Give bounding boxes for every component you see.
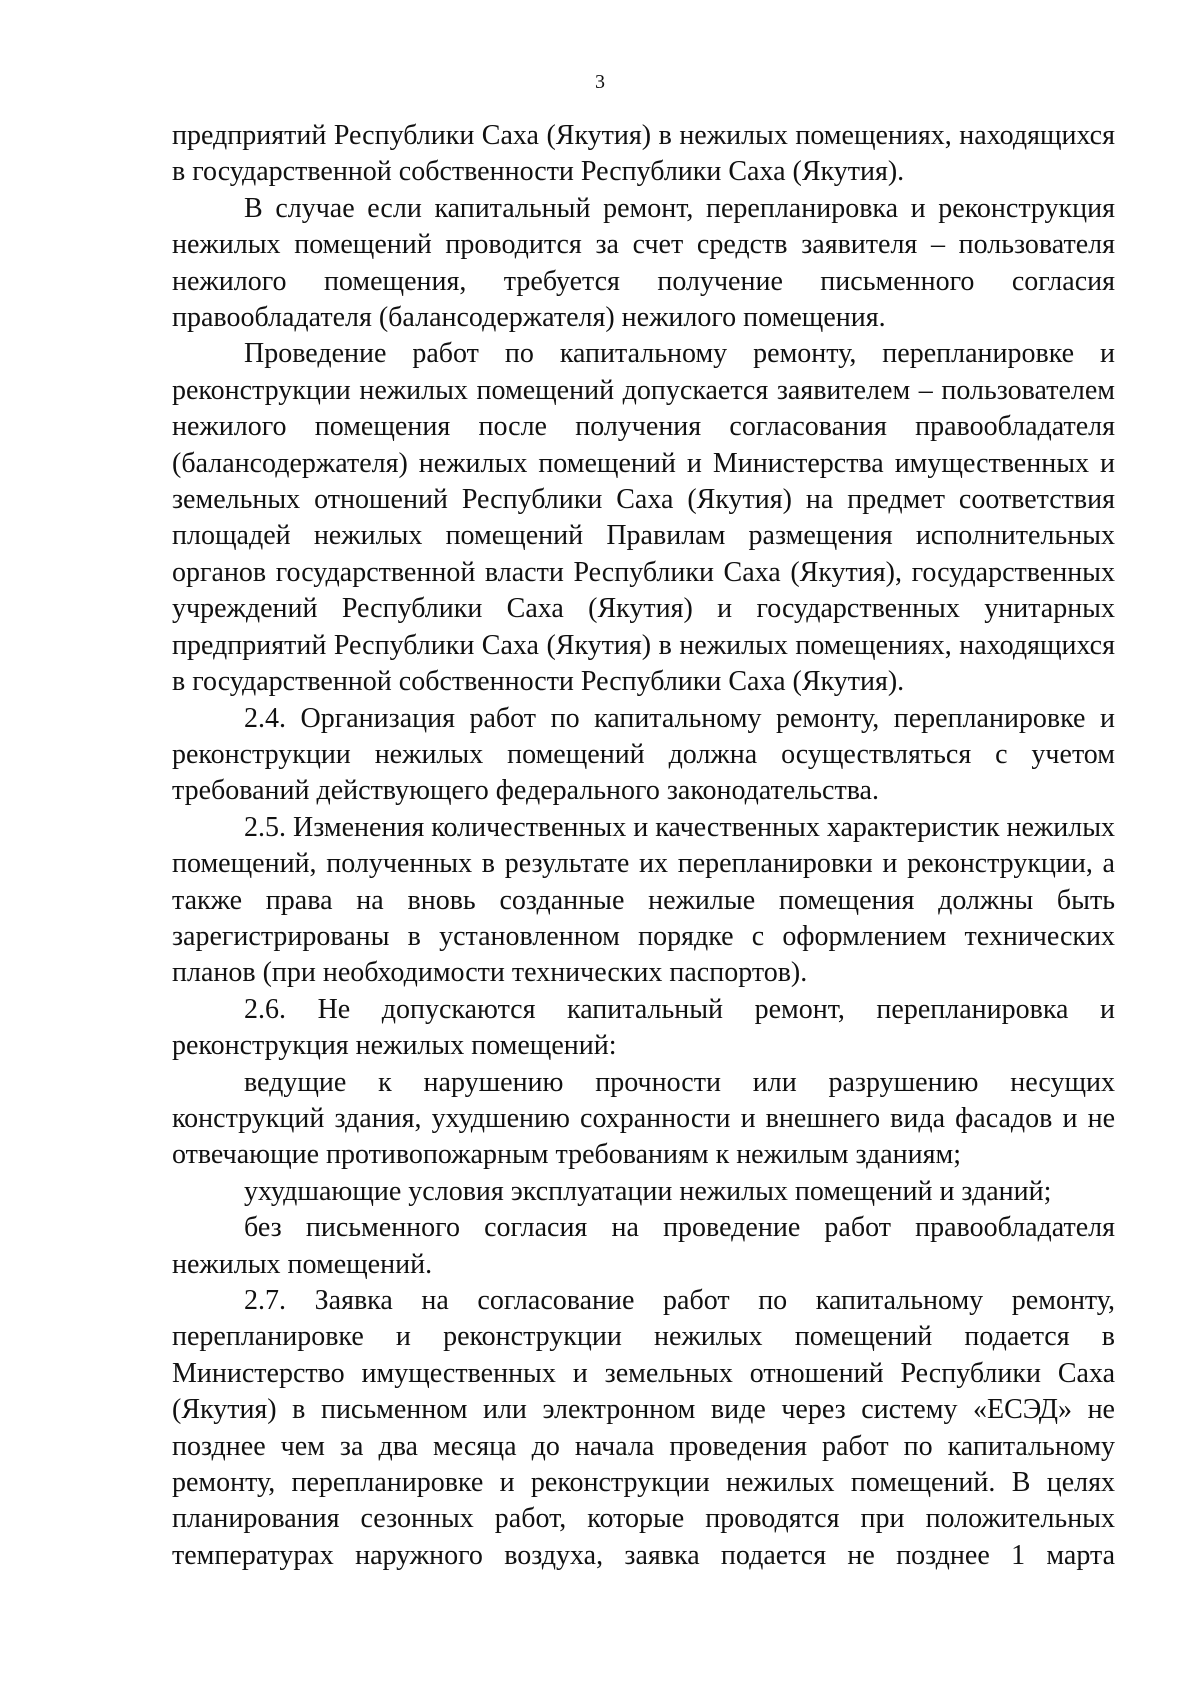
paragraph-2-6: 2.6. Не допускаются капитальный ремонт, перепланировка и реконструкция нежилых помещений: — [172, 993, 1115, 1062]
document-body — [172, 118, 1115, 1574]
paragraph-2-6-item-1: ведущие к нарушению прочности или разрушению несущих конструкций здания, ухудшению сохранности и внешнего вида фасадов и не отвечающие противопожарным требованиям к нежилым зданиям; — [172, 1066, 1115, 1171]
paragraph-applicant-funds: В случае если капитальный ремонт, перепланировка и реконструкция нежилых помещений проводится за счет средств заявителя – пользователя нежилого помещения, требуется получение письменного согласия правообладателя (балансодержателя) нежилого помещения. — [172, 192, 1115, 334]
paragraph-continuation: предприятий Республики Саха (Якутия) в нежилых помещениях, находящихся в государственной собственности Республики Саха (Якутия). — [172, 120, 1115, 188]
paragraph-2-5: 2.5. Изменения количественных и качественных характеристик нежилых помещений, полученных в результате их перепланировки и реконструкции, а также права на вновь созданные нежилые помещения должны быть зарегистрированы в установленном порядке с оформлением технических планов (при необходимости технических паспортов). — [172, 811, 1115, 989]
paragraph-2-6-item-2: ухудшающие условия эксплуатации нежилых помещений и зданий; — [244, 1175, 1052, 1207]
paragraph-2-4: 2.4. Организация работ по капитальному ремонту, перепланировке и реконструкции нежилых помещений должна осуществляться с учетом требований действующего федерального законодательства. — [172, 702, 1115, 807]
paragraph-2-6-item-3: без письменного согласия на проведение работ правообладателя нежилых помещений. — [172, 1212, 1115, 1280]
paragraph-2-7: 2.7. Заявка на согласование работ по капитальному ремонту, перепланировке и реконструкции нежилых помещений подается в Министерство имущественных и земельных отношений Республики Саха (Якутия) в письменном или электронном виде через систему «ЕСЭД» не позднее чем за два месяца до начала проведения работ по капитальному ремонту, перепланировке и реконструкции нежилых помещений. В целях планирования сезонных работ, которые проводятся при положительных температурах наружного воздуха, заявка подается не позднее 1 марта — [172, 1285, 1115, 1571]
page-number: 3 — [595, 71, 605, 93]
paragraph-works-approval: Проведение работ по капитальному ремонту, перепланировке и реконструкции нежилых помещений допускается заявителем – пользователем нежилого помещения после получения согласования правообладателя (балансодержателя) нежилых помещений и Министерства имущественных и земельных отношений Республики Саха (Якутия) на предмет соответствия площадей нежилых помещений Правилам размещения исполнительных органов государственной власти Республики Саха (Якутия), государственных учреждений Республики Саха (Якутия) и государственных унитарных предприятий Республики Саха (Якутия) в нежилых помещениях, находящихся в государственной собственности Республики Саха (Якутия). — [172, 338, 1115, 698]
